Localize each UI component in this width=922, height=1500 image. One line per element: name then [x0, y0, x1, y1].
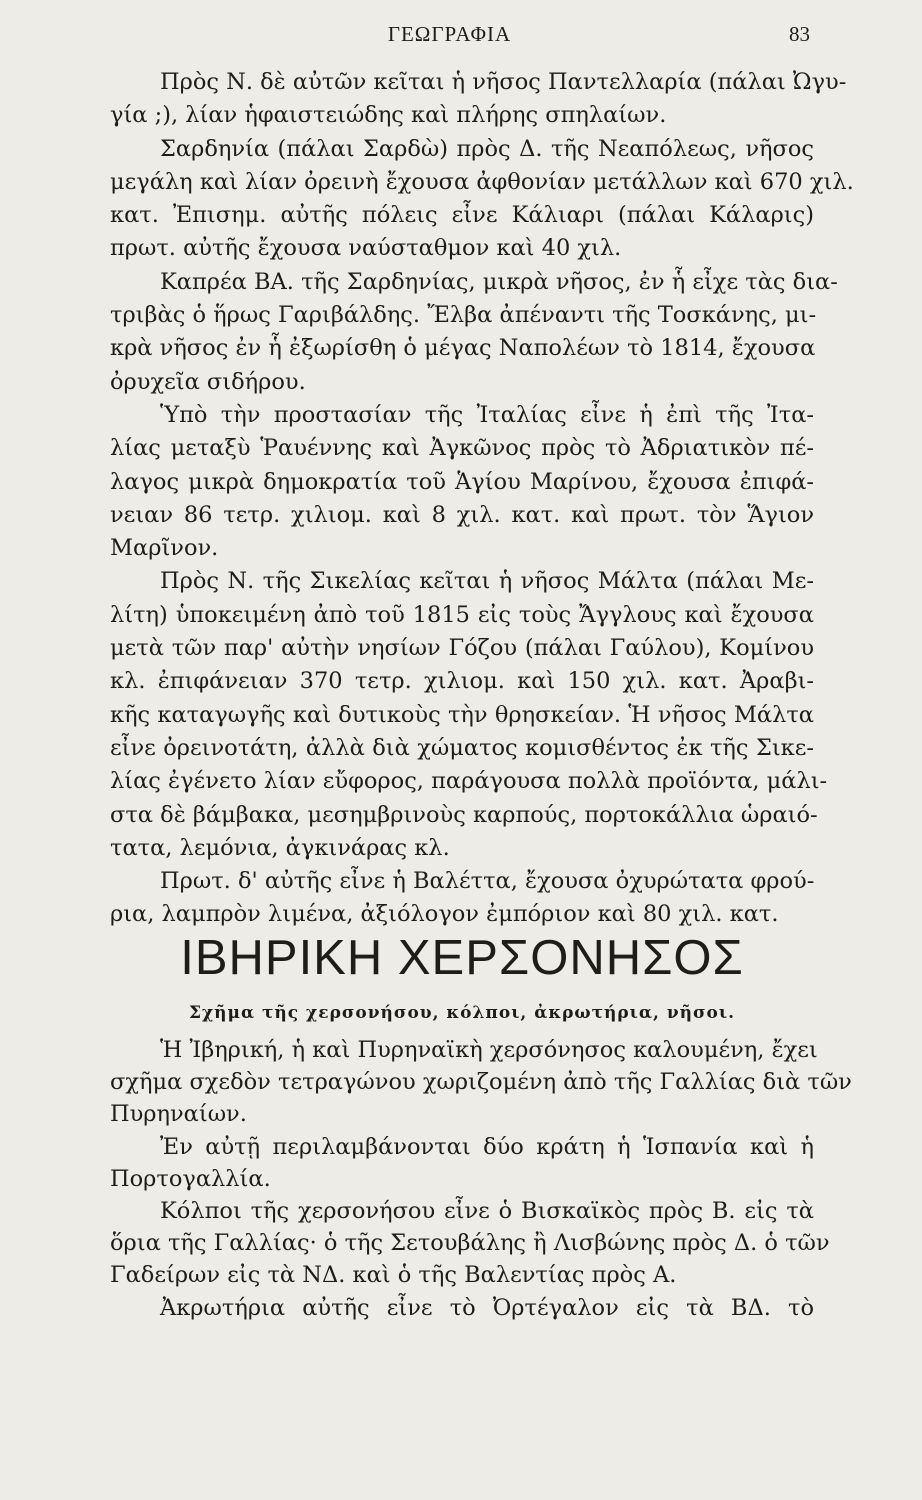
text-line: λίας μεταξὺ Ῥαυέννης καὶ Ἀγκῶνος πρὸς τὸ Ἀδριατικὸν πέ-: [110, 435, 814, 462]
text-line: Ἀκρωτήρια αὐτῆς εἶνε τὸ Ὀρτέγαλον εἰς τὰ ΒΔ. τὸ: [160, 1294, 814, 1321]
body-text-top: [110, 66, 854, 932]
text-line: Καπρέα ΒΑ. τῆς Σαρδηνίας, μικρὰ νῆσος, ἐν ἧ εἶχε τὰς δια-: [160, 268, 838, 295]
text-line: κῆς καταγωγῆς καὶ δυτικοὺς τὴν θρησκείαν. Ἡ νῆσος Μάλτα: [110, 701, 814, 728]
chapter-subtitle: Σχῆμα τῆς χερσονήσου, κόλποι, ἀκρωτήρια, νῆσοι.: [188, 1003, 735, 1023]
text-line: Ἐν αὐτῇ περιλαμβάνονται δύο κράτη ἡ Ἱσπανία καὶ ἡ: [160, 1133, 814, 1160]
chapter-heading: ΙΒΗΡΙΚΗ ΧΕΡΣΟΝΗΣΟΣ: [180, 931, 744, 985]
text-line: κατ. Ἐπισημ. αὐτῆς πόλεις εἶνε Κάλιαρι (πάλαι Κάλαρις): [110, 202, 814, 229]
text-line: μεγάλη καὶ λίαν ὀρεινὴ ἔχουσα ἀφθονίαν μετάλλων καὶ 670 χιλ.: [110, 168, 854, 195]
text-line: Σαρδηνία (πάλαι Σαρδὼ) πρὸς Δ. τῆς Νεαπόλεως, νῆσος: [160, 135, 814, 162]
text-line: Ὑπὸ τὴν προστασίαν τῆς Ἰταλίας εἶνε ἡ ἐπὶ τῆς Ἰτα-: [160, 401, 814, 428]
text-line: νειαν 86 τετρ. χιλιομ. καὶ 8 χιλ. κατ. καὶ πρωτ. τὸν Ἅγιον: [110, 501, 814, 528]
text-line: λίτη) ὑποκειμένη ἀπὸ τοῦ 1815 εἰς τοὺς Ἄγγλους καὶ ἔχουσα: [110, 601, 814, 628]
page-number: 83: [789, 22, 810, 46]
text-line: σχῆμα σχεδὸν τετραγώνου χωριζομένη ἀπὸ τῆς Γαλλίας διὰ τῶν: [110, 1069, 852, 1096]
text-line: ὅρια τῆς Γαλλίας· ὁ τῆς Σετουβάλης ἢ Λισβώνης πρὸς Δ. ὁ τῶν: [110, 1230, 830, 1257]
text-line: στα δὲ βάμβακα, μεσημβρινοὺς καρπούς, πορτοκάλλια ὡραιό-: [110, 801, 818, 828]
text-line: εἶνε ὀρεινοτάτη, ἀλλὰ διὰ χώματος κομισθέντος ἐκ τῆς Σικε-: [110, 734, 814, 761]
body-text-bottom: [110, 1034, 852, 1324]
text-line: λαγος μικρὰ δημοκρατία τοῦ Ἁγίου Μαρίνου, ἔχουσα ἐπιφά-: [110, 468, 814, 495]
running-head: [110, 22, 810, 47]
text-line: Γαδείρων εἰς τὰ ΝΔ. καὶ ὁ τῆς Βαλεντίας πρὸς Α.: [110, 1262, 677, 1289]
text-line: κρὰ νῆσος ἐν ἧ ἐξωρίσθη ὁ μέγας Ναπολέων τὸ 1814, ἔχουσα: [110, 335, 816, 362]
text-line: Πρωτ. δ' αὐτῆς εἶνε ἡ Βαλέττα, ἔχουσα ὀχυρώτατα φρού-: [160, 868, 815, 895]
running-title: ΓΕΩΓΡΑΦΙΑ: [387, 22, 512, 46]
text-line: λίας ἐγένετο λίαν εὔφορος, παράγουσα πολλὰ προϊόντα, μάλι-: [110, 768, 828, 795]
text-line: Ἡ Ἰβηρική, ἡ καὶ Πυρηναϊκὴ χερσόνησος καλουμένη, ἔχει: [160, 1037, 818, 1063]
text-line: Πρὸς Ν. δὲ αὐτῶν κεῖται ἡ νῆσος Παντελλαρία (πάλαι Ὠγυ-: [160, 69, 847, 95]
text-line: Κόλποι τῆς χερσονήσου εἶνε ὁ Βισκαϊκὸς πρὸς Β. εἰς τὰ: [160, 1198, 814, 1225]
text-line: Πορτογαλλία.: [110, 1165, 271, 1192]
text-line: μετὰ τῶν παρ' αὐτὴν νησίων Γόζου (πάλαι Γαύλου), Κομίνου: [110, 635, 814, 662]
text-line: Μαρῖνον.: [110, 535, 219, 562]
text-line: Πρὸς Ν. τῆς Σικελίας κεῖται ἡ νῆσος Μάλτα (πάλαι Με-: [160, 568, 814, 595]
text-line: γία ;), λίαν ἡφαιστειώδης καὶ πλήρης σπηλαίων.: [110, 102, 667, 129]
text-line: τριβὰς ὁ ἥρως Γαριβάλδης. Ἔλβα ἀπέναντι τῆς Τοσκάνης, μι-: [110, 302, 817, 329]
text-line: ὀρυχεῖα σιδήρου.: [110, 368, 306, 395]
text-line: πρωτ. αὐτῆς ἔχουσα ναύσταθμον καὶ 40 χιλ.: [110, 235, 622, 262]
text-line: ρια, λαμπρὸν λιμένα, ἀξιόλογον ἐμπόριον καὶ 80 χιλ. κατ.: [110, 901, 779, 928]
text-line: κλ. ἐπιφάνειαν 370 τετρ. χιλιομ. καὶ 150 χιλ. κατ. Ἀραβι-: [110, 668, 814, 695]
text-line: τατα, λεμόνια, ἀγκινάρας κλ.: [110, 834, 450, 861]
text-line: Πυρηναίων.: [110, 1101, 247, 1128]
